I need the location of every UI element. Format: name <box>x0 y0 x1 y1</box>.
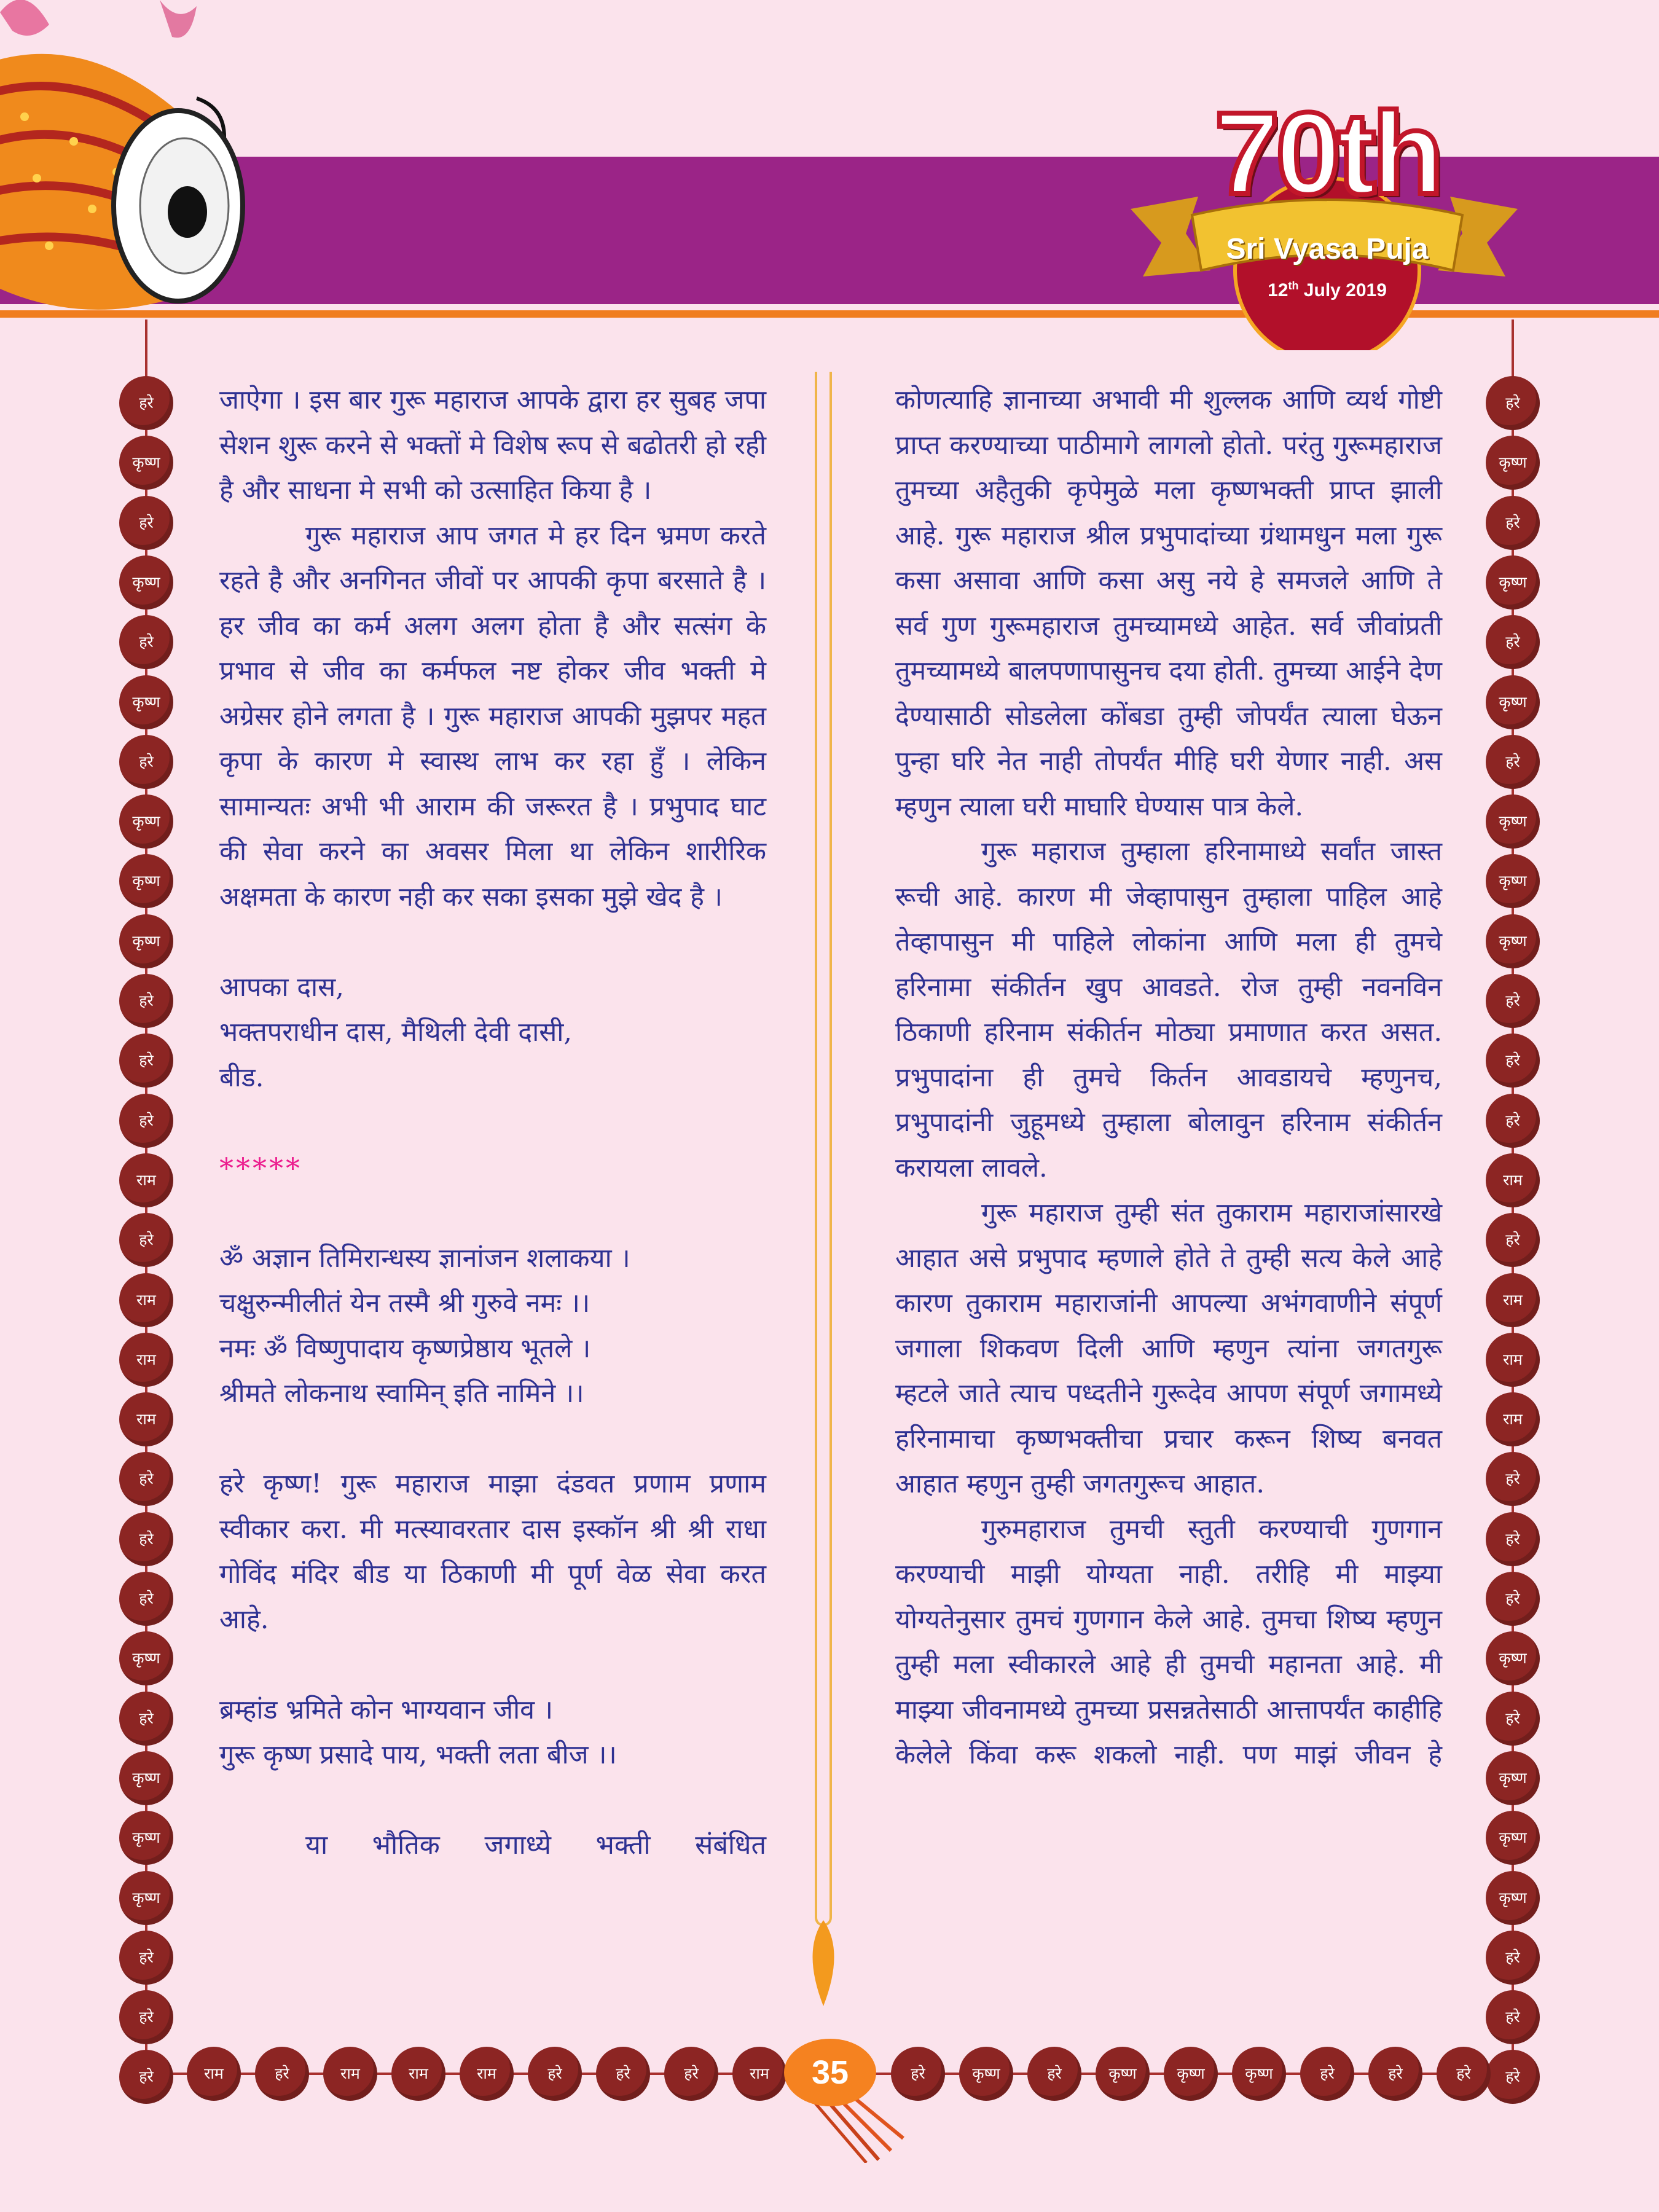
mantra-bead: हरे <box>119 1931 173 1985</box>
rope-drop-ornament <box>802 1920 845 2006</box>
mantra-bead: राम <box>323 2047 377 2101</box>
mantra-bead: कृष्ण <box>119 1871 173 1925</box>
right-paragraph-3: गुरू महाराज तुम्ही संत तुकाराम महाराजांसारखे आहात असे प्रभुपाद म्हणाले होते ते तुम्ही सत्य केले आहे कारण तुकाराम महाराजांनी आपल्या अभंगवाणीने संपूर्ण जगाला शिकवण दिली आणि म्हणुन त्यांना जगतगुरू म्हटले जाते त्याच पध्दतीने गुरूदेव आपण संपूर्ण जगामध्ये हरिनामाचा कृष्णभक्तीचा प्रचार करून शिष्य बनवत आहात म्हणुन तुम्ही जगतगुरूच आहात. <box>895 1198 1442 1499</box>
mantra-bead: कृष्ण <box>1486 1871 1540 1925</box>
mantra-bead: हरे <box>664 2047 718 2101</box>
mantra-bead: हरे <box>119 615 173 669</box>
signature-line-1: आपका दास, <box>219 971 344 1003</box>
mantra-bead: कृष्ण <box>1486 1811 1540 1865</box>
right-paragraph-4: गुरुमहाराज तुमची स्तुती करण्याची गुणगान करण्याची माझी योग्यता नाही. तरीहि मी माझ्या योग्यतेनुसार तुमचं गुणगान केले आहे. तुमचा शिष्य म्हणुन तुम्ही मला स्वीकारले आहे ही तुमची महानता आहे. मी माझ्या जीवनामध्ये तुमच्या प्रसन्नतेसाठी आत्तापर्यंत काहीहि केलेले किंवा करू शकलो नाही. पण माझं जीवन हे <box>895 1513 1442 1770</box>
mantra-bead: कृष्ण <box>1486 1751 1540 1805</box>
left-paragraph-4: या भौतिक जगाध्ये भक्ती संबंधित <box>305 1830 766 1861</box>
mantra-bead: हरे <box>119 1512 173 1566</box>
mridanga-drum-illustration <box>0 0 264 332</box>
mantra-bead: हरे <box>1437 2047 1491 2101</box>
mantra-bead: हरे <box>1486 1094 1540 1148</box>
mantra-bead: कृष्ण <box>1486 854 1540 908</box>
mantra-bead: हरे <box>1486 1572 1540 1626</box>
mantra-bead: कृष्ण <box>119 675 173 729</box>
mantra-bead: राम <box>119 1392 173 1446</box>
mantra-bead: कृष्ण <box>1232 2047 1286 2101</box>
mantra-bead: हरे <box>1486 974 1540 1028</box>
mantra-bead: हरे <box>1486 615 1540 669</box>
mantra-bead: हरे <box>891 2047 945 2101</box>
mantra-bead: राम <box>391 2047 445 2101</box>
mantra-bead: हरे <box>1486 496 1540 550</box>
mantra-bead: हरे <box>1486 1512 1540 1566</box>
mantra-bead: कृष्ण <box>119 1811 173 1865</box>
left-paragraph-2: गुरू महाराज आप जगत मे हर दिन भ्रमण करते रहते है और अनगिनत जीवों पर आपकी कृपा बरसाते है । हर जीव का कर्म अलग अलग होता है और सत्संग के प्रभाव से जीव का कर्मफल नष्ट होकर जीव भक्ती मे अग्रेसर होने लगता है । गुरू महाराज आपकी मुझपर महत कृपा के कारण मे स्वास्थ लाभ कर रहा हुँ । लेकिन सामान्यतः अभी भी आराम की जरूरत है । प्रभुपाद घाट की सेवा करने का अवसर मिला था लेकिन शारीरिक अक्षमता के कारण नही कर सका इसका मुझे खेद है । <box>219 520 766 912</box>
mantra-bead: राम <box>119 1153 173 1207</box>
mantra-bead: हरे <box>1486 1990 1540 2044</box>
mantra-bead: कृष्ण <box>1164 2047 1218 2101</box>
right-paragraph-1: कोणत्याहि ज्ञानाच्या अभावी मी शुल्लक आणि व्यर्थ गोष्टी प्राप्त करण्याच्या पाठीमागे लागलो होतो. परंतु गुरूमहाराज तुमच्या अहैतुकी कृपेमुळे मला कृष्णभक्ती प्राप्त झाली आहे. गुरू महाराज श्रील प्रभुपादांच्या ग्रंथामधुन मला गुरू कसा असावा आणि कसा असु नये हे समजले आणि ते सर्व गुण गुरूमहाराज तुमच्यामध्ये आहेत. सर्व जीवांप्रती तुमच्यामध्ये बालपणापासुनच दया होती. तुमच्या आईने देण देण्यासाठी सोडलेला कोंबडा तुम्ही जोपर्यंत त्याला घेऊन पुन्हा घरि नेत नाही तोपर्यंत मीहि घरी येणार नाही. अस म्हणुन त्याला घरी माघारि घेण्यास पात्र केले. <box>895 385 1442 822</box>
mantra-bead: राम <box>1486 1273 1540 1327</box>
mantra-bead: हरे <box>119 735 173 789</box>
mantra-bead: कृष्ण <box>119 854 173 908</box>
vyasa-puja-badge <box>1118 88 1530 350</box>
verse-line-3: नमः ॐ विष्णुपादाय कृष्णप्रेष्ठाय भूतले । <box>219 1333 591 1364</box>
mantra-bead: राम <box>732 2047 786 2101</box>
mantra-bead: हरे <box>119 1692 173 1746</box>
mantra-bead: हरे <box>119 1213 173 1267</box>
mantra-bead: हरे <box>1486 735 1540 789</box>
mantra-bead: कृष्ण <box>1486 675 1540 729</box>
mantra-bead: कृष्ण <box>119 1751 173 1805</box>
mantra-bead: हरे <box>255 2047 309 2101</box>
mantra-bead: राम <box>1486 1333 1540 1387</box>
verse-line-1: ॐ अज्ञान तिमिरान्धस्य ज्ञानांजन शलाकया । <box>219 1242 630 1274</box>
mantra-bead: हरे <box>1486 376 1540 430</box>
mantra-bead: हरे <box>1368 2047 1422 2101</box>
signature-line-3: बीड. <box>219 1062 264 1093</box>
signature-line-2: भक्तपराधीन दास, मैथिली देवी दासी, <box>219 1017 573 1048</box>
mantra-bead: हरे <box>596 2047 650 2101</box>
couplet-line-1: ब्रम्हांड भ्रमिते कोन भाग्यवान जीव । <box>219 1694 554 1725</box>
verse-line-4: श्रीमते लोकनाथ स्वामिन् इति नामिने ।। <box>219 1378 584 1409</box>
mantra-bead: हरे <box>119 1094 173 1148</box>
mantra-bead: राम <box>187 2047 241 2101</box>
right-text-column <box>895 378 1442 1778</box>
mantra-bead: हरे <box>119 974 173 1028</box>
left-paragraph-3: हरे कृष्ण! गुरू महाराज माझा दंडवत प्रणाम प्रणाम स्वीकार करा. मी मत्स्यावरतार दास इस्कॉन श्री श्री राधा गोविंद मंदिर बीड या ठिकाणी मी पूर्ण वेळ सेवा करत आहे. <box>219 1469 766 1635</box>
mantra-bead: कृष्ण <box>119 555 173 610</box>
mantra-bead: कृष्ण <box>1486 1631 1540 1685</box>
mantra-bead: हरे <box>1486 1213 1540 1267</box>
left-text-column <box>219 378 766 1869</box>
mantra-bead: हरे <box>1300 2047 1354 2101</box>
mantra-bead: कृष्ण <box>1096 2047 1150 2101</box>
mantra-bead: हरे <box>119 1452 173 1506</box>
left-paragraph-1: जाऐगा । इस बार गुरू महाराज आपके द्वारा हर सुबह जपा सेशन शुरू करने से भक्तों मे विशेष रूप से बढोतरी हो रही है और साधना मे सभी को उत्साहित किया है । <box>219 385 766 506</box>
mantra-bead: कृष्ण <box>119 914 173 968</box>
mantra-bead: राम <box>119 1333 173 1387</box>
badge-date: 12th July 2019 <box>1268 280 1387 300</box>
mantra-bead: हरे <box>1486 1692 1540 1746</box>
page-number: 35 <box>784 2039 876 2106</box>
mantra-bead: कृष्ण <box>1486 914 1540 968</box>
mantra-bead: हरे <box>119 1572 173 1626</box>
mantra-bead: हरे <box>119 1990 173 2044</box>
mantra-bead: हरे <box>528 2047 582 2101</box>
mantra-bead: राम <box>1486 1392 1540 1446</box>
mantra-bead: हरे <box>1027 2047 1081 2101</box>
mantra-bead: कृष्ण <box>119 1631 173 1685</box>
mantra-bead: राम <box>460 2047 514 2101</box>
mantra-bead: हरे <box>119 2050 173 2104</box>
mantra-bead: राम <box>119 1273 173 1327</box>
section-separator-stars: ***** <box>219 1151 302 1185</box>
mantra-bead: राम <box>1486 1153 1540 1207</box>
mantra-bead: हरे <box>1486 2050 1540 2104</box>
mantra-bead: हरे <box>119 496 173 550</box>
mantra-bead: हरे <box>119 376 173 430</box>
mantra-bead: कृष्ण <box>119 794 173 849</box>
verse-line-2: चक्षुरुन्मीलीतं येन तस्मै श्री गुरुवे नमः ।। <box>219 1288 590 1319</box>
badge-anniversary-number: 70th <box>1214 88 1440 219</box>
mantra-bead: हरे <box>1486 1033 1540 1088</box>
mantra-bead: हरे <box>1486 1452 1540 1506</box>
couplet-line-2: गुरू कृष्ण प्रसादे पाय, भक्ती लता बीज ।। <box>219 1739 617 1770</box>
mantra-bead: कृष्ण <box>1486 794 1540 849</box>
mantra-bead: कृष्ण <box>959 2047 1013 2101</box>
mantra-bead: कृष्ण <box>1486 436 1540 490</box>
mantra-bead: हरे <box>119 1033 173 1088</box>
mantra-bead: कृष्ण <box>1486 555 1540 610</box>
mantra-bead: कृष्ण <box>119 436 173 490</box>
mantra-bead: हरे <box>1486 1931 1540 1985</box>
badge-title: Sri Vyasa Puja <box>1226 233 1429 265</box>
right-paragraph-2: गुरू महाराज तुम्हाला हरिनामाध्ये सर्वांत जास्त रूची आहे. कारण मी जेव्हापासुन तुम्हाला पाहिल आहे तेव्हापासुन मी पाहिले लोकांना आणि मला ही तुमचे हरिनामा संकीर्तन खुप आवडते. रोज तुम्ही नवनविन ठिकाणी हरिनाम संकीर्तन मोठ्या प्रमाणात करत असत. प्रभुपादांना ही तुमचे किर्तन आवडायचे म्हणुनच, प्रभुपादांनी जुहूमध्ये तुम्हाला बोलावुन हरिनाम संकीर्तन करायला लावले. <box>895 836 1442 1183</box>
column-divider-rope <box>815 372 832 1926</box>
